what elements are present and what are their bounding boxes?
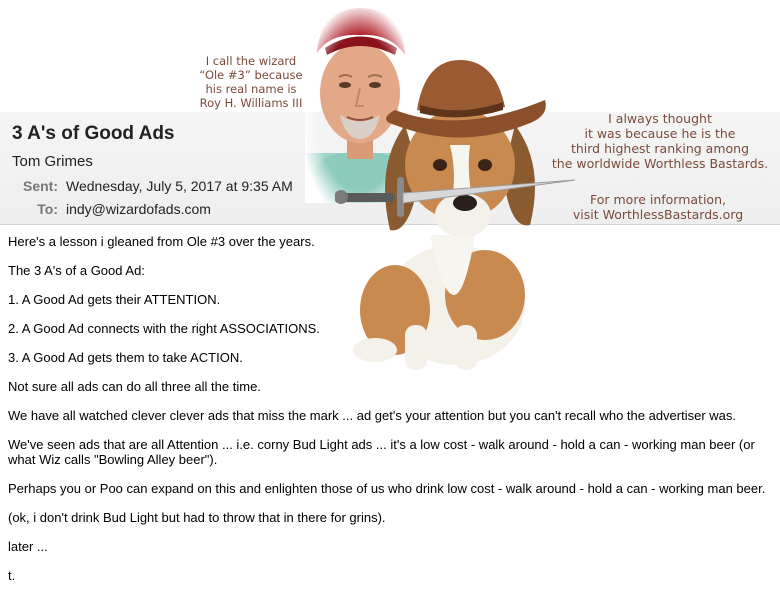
sent-row <box>0 178 293 194</box>
body-paragraph: t. <box>8 568 16 583</box>
caption-line: Roy H. Williams III <box>199 96 303 110</box>
sent-value: Wednesday, July 5, 2017 at 9:35 AM <box>66 178 293 194</box>
body-paragraph: Perhaps you or Poo can expand on this and enlighten those of us who drink low cost - walk around - hold a can - working man beer. <box>8 481 766 496</box>
body-paragraph: 3. A Good Ad gets them to take ACTION. <box>8 350 243 365</box>
beagle-cowboy-image <box>335 55 580 375</box>
body-paragraph: later ... <box>8 539 48 554</box>
caption-line: it was because he is the <box>584 126 736 141</box>
caption-line: third highest ranking among <box>570 141 750 156</box>
to-label: To: <box>37 201 58 217</box>
caption-line: “Ole #3” because <box>199 68 303 82</box>
info-caption <box>548 192 768 222</box>
email-sender[interactable]: Tom Grimes <box>12 153 93 170</box>
body-paragraph: (ok, i don't drink Bud Light but had to throw that in there for grins). <box>8 510 386 525</box>
body-paragraph: Not sure all ads can do all three all the time. <box>8 379 261 394</box>
body-paragraph: 1. A Good Ad gets their ATTENTION. <box>8 292 221 307</box>
caption-line: his real name is <box>205 82 297 96</box>
email-subject: 3 A's of Good Ads <box>12 123 175 144</box>
caption-line: For more information, <box>590 192 726 207</box>
wizard-caption <box>182 54 320 110</box>
ranking-caption <box>540 111 780 171</box>
body-paragraph: We've seen ads that are all Attention ... i.e. corny Bud Light ads ... it's a low cost - walk around - hold a can - working man beer (or what Wiz calls "Bowling Alley beer"). <box>8 437 755 467</box>
body-paragraph: We have all watched clever clever ads that miss the mark ... ad get's your attention but you can't recall who the advertiser was. <box>8 408 737 423</box>
body-paragraph: 2. A Good Ad connects with the right ASSOCIATIONS. <box>8 321 320 336</box>
caption-line: the worldwide Worthless Bastards. <box>551 156 769 171</box>
caption-line: I always thought <box>608 111 712 126</box>
caption-line: I call the wizard <box>205 54 297 68</box>
to-address[interactable]: indy@wizardofads.com <box>66 201 211 217</box>
body-paragraph: The 3 A's of a Good Ad: <box>8 263 145 278</box>
caption-link[interactable]: visit WorthlessBastards.org <box>572 207 744 222</box>
body-paragraph: Here's a lesson i gleaned from Ole #3 over the years. <box>8 234 315 249</box>
sent-label: Sent: <box>23 178 58 194</box>
to-row <box>0 201 211 217</box>
